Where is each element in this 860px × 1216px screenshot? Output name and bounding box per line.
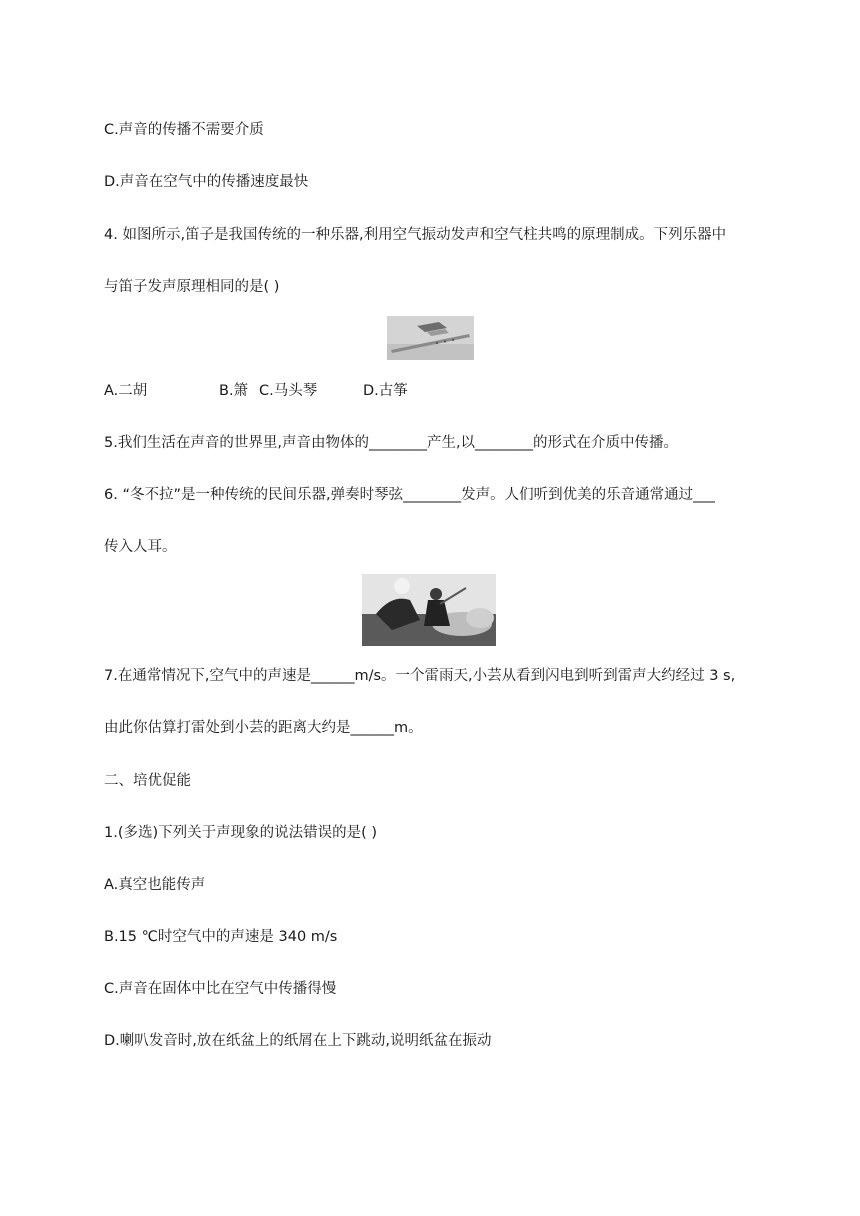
option-d-air-fastest: D.声音在空气中的传播速度最快 (104, 174, 309, 190)
flute-image (387, 316, 474, 360)
practice-option-b: B.15 ℃时空气中的声速是 340 m/s (104, 929, 338, 945)
question-6-stem: 6. “冬不拉”是一种传统的民间乐器,弹奏时琴弦________发声。人们听到优美的乐音通常通过___ (104, 487, 715, 503)
practice-question-1: 1.(多选)下列关于声现象的说法错误的是( ) (104, 825, 378, 841)
question-4-stem-cont: 与笛子发声原理相同的是( ) (104, 279, 280, 295)
question-4-stem: 4. 如图所示,笛子是我国传统的一种乐器,利用空气振动发声和空气柱共鸣的原理制成。下列乐器中 (104, 227, 727, 243)
practice-option-c: C.声音在固体中比在空气中传播得慢 (104, 981, 337, 997)
question-7-stem-cont: 由此你估算打雷处到小芸的距离大约是______m。 (104, 720, 423, 736)
practice-option-a: A.真空也能传声 (104, 877, 206, 893)
option-c-matouqin: C.马头琴 (259, 383, 318, 399)
section-heading: 二、培优促能 (104, 773, 191, 789)
question-7-stem: 7.在通常情况下,空气中的声速是______m/s。一个雷雨天,小芸从看到闪电到听到雷声大约经过 3 s, (104, 668, 736, 684)
practice-option-d: D.喇叭发音时,放在纸盆上的纸屑在上下跳动,说明纸盆在振动 (104, 1033, 492, 1049)
option-b-xiao: B.箫 (219, 383, 249, 399)
question-6-stem-cont: 传入人耳。 (104, 539, 177, 555)
dombra-performance-image (362, 574, 496, 646)
option-c-no-medium: C.声音的传播不需要介质 (104, 122, 264, 138)
option-a-erhu: A.二胡 (104, 383, 148, 399)
question-5: 5.我们生活在声音的世界里,声音由物体的________产生,以________的形式在介质中传播。 (104, 435, 679, 451)
option-d-guzheng: D.古筝 (363, 383, 408, 399)
